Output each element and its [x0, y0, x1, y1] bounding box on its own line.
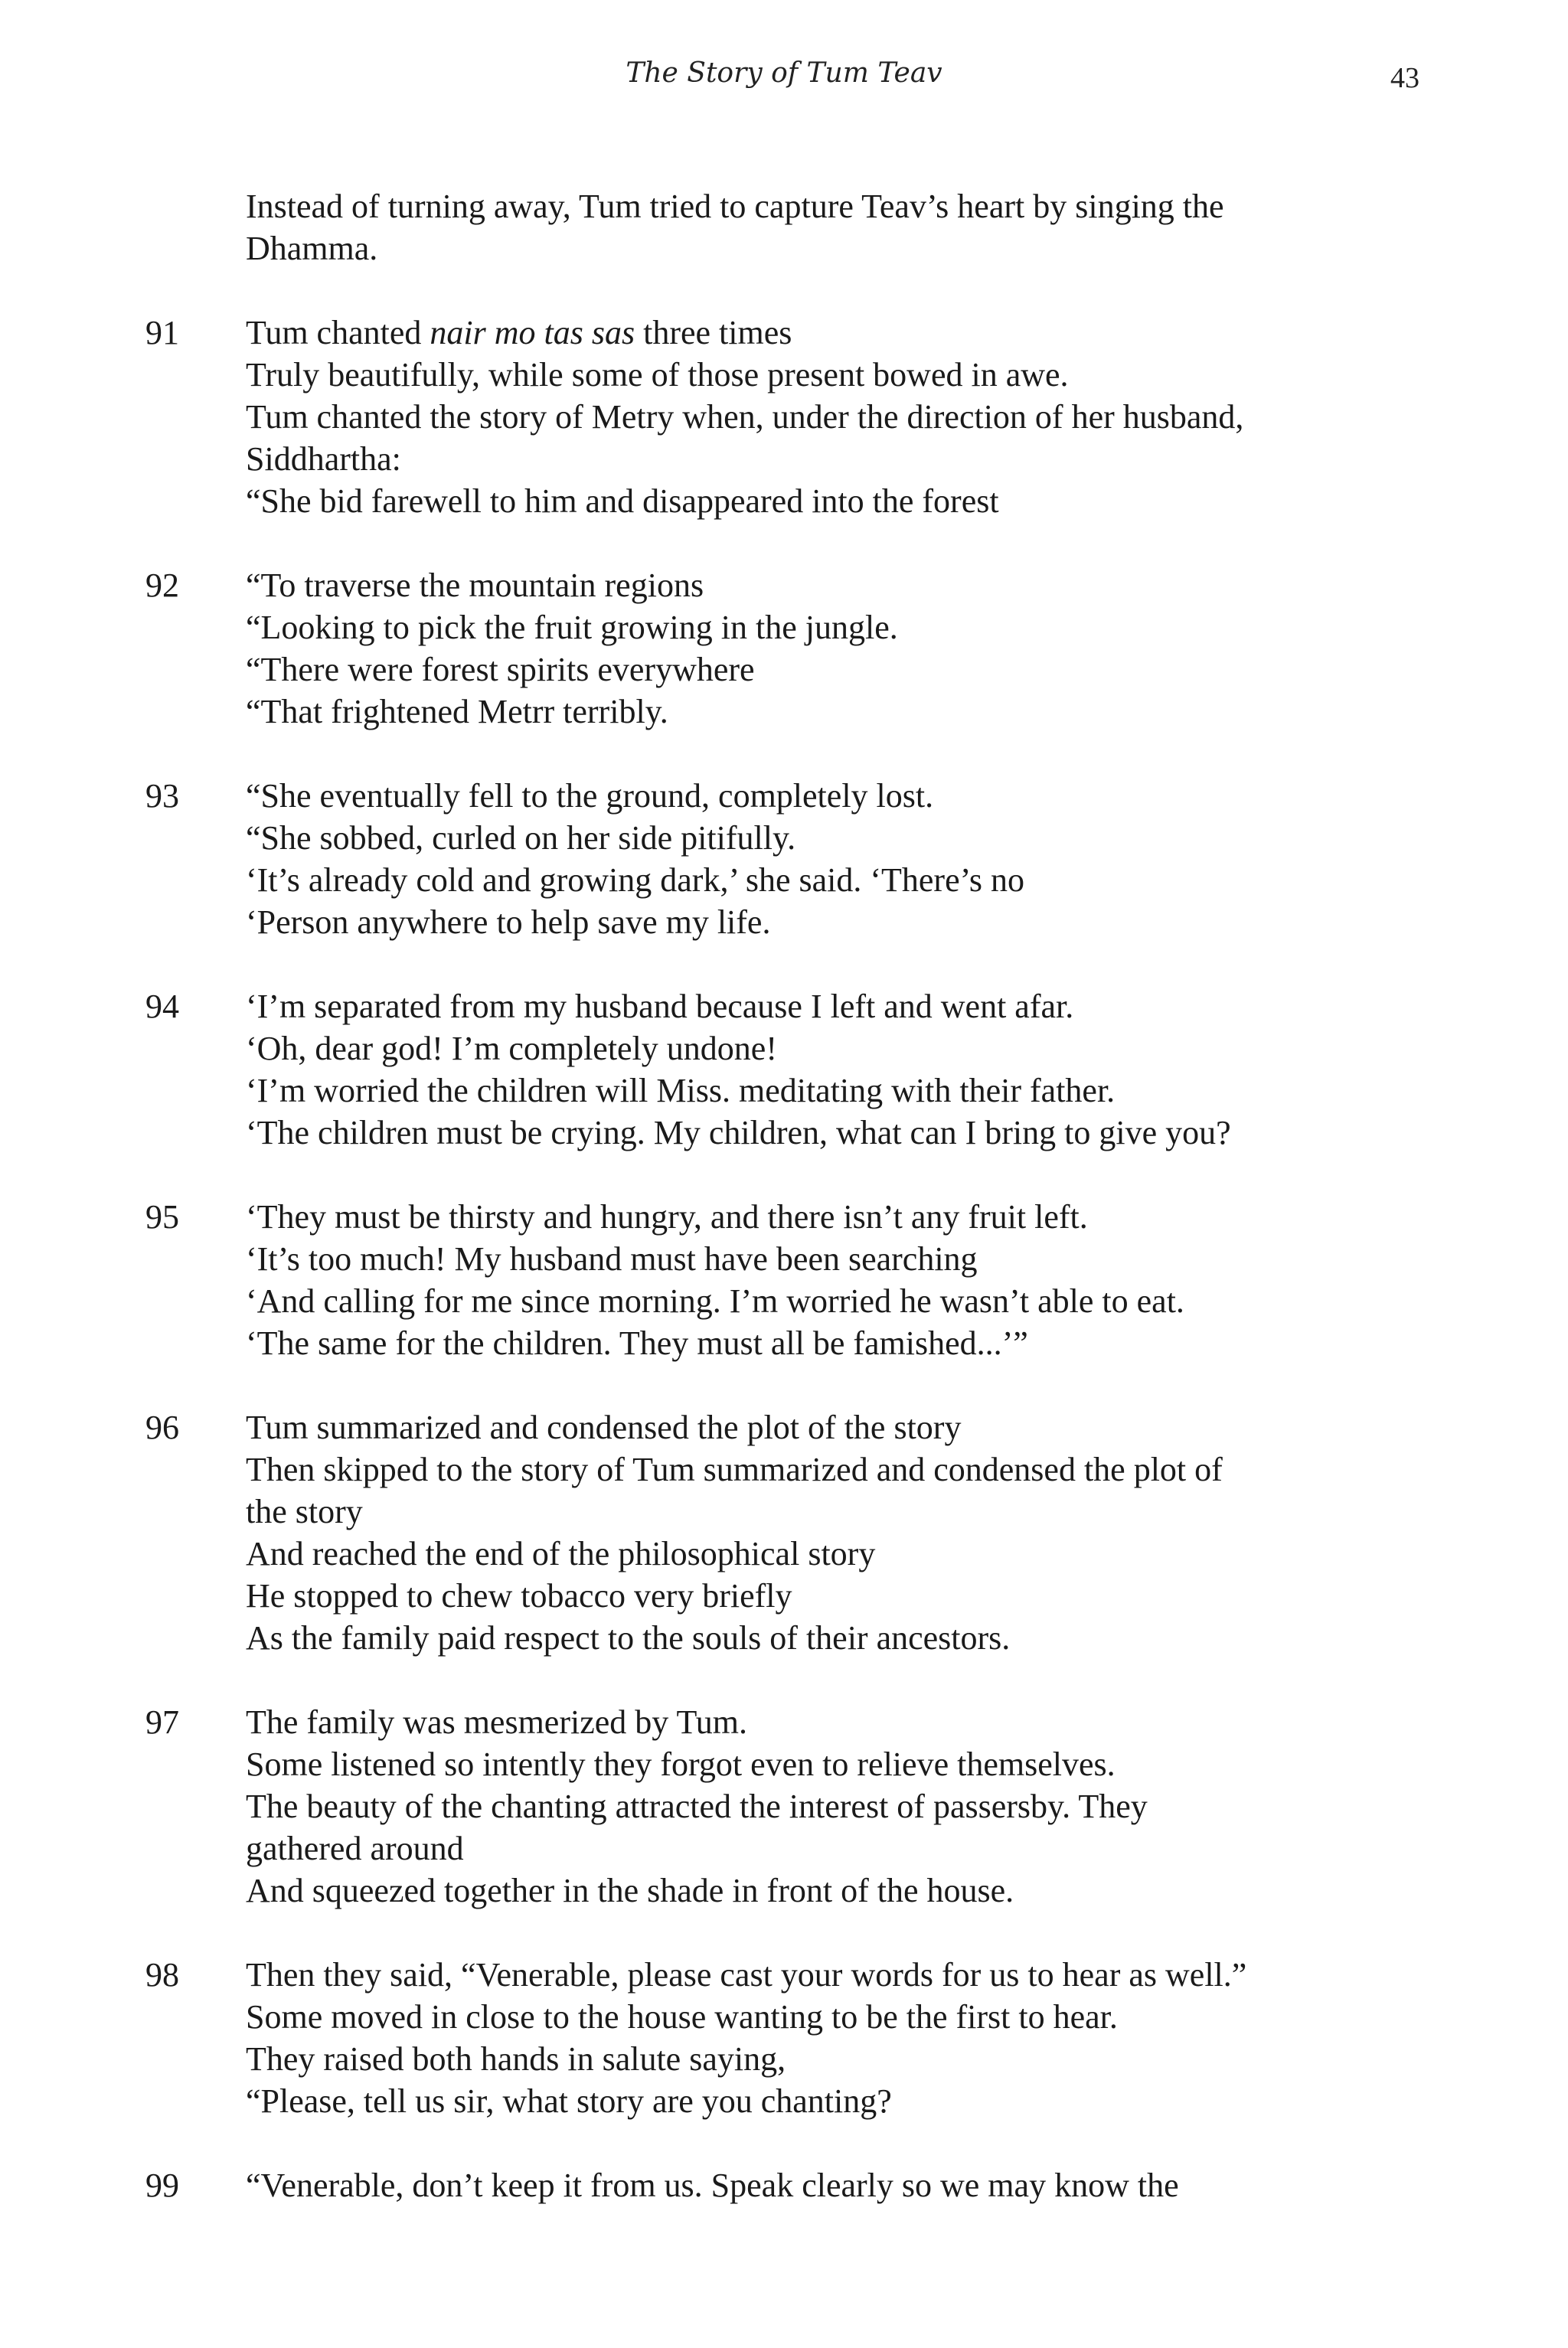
verse-line: “Venerable, don’t keep it from us. Speak clearly so we may know the	[246, 2167, 1179, 2204]
stanza-lines	[246, 775, 1432, 943]
stanza	[145, 1406, 1432, 1659]
verse-line: “That frightened Metrr terribly.	[246, 693, 668, 730]
verse-line: ‘Person anywhere to help save my life.	[246, 903, 771, 941]
verse-line: ‘They must be thirsty and hungry, and there isn’t any fruit left.	[246, 1198, 1088, 1236]
stanza	[145, 1701, 1432, 1912]
verse-line: ‘I’m worried the children will Miss. meditating with their father.	[246, 1072, 1116, 1109]
verse-line: “There were forest spirits everywhere	[246, 651, 755, 688]
verse-line: And squeezed together in the shade in front of the house.	[246, 1872, 1014, 1909]
verse-line: Tum summarized and condensed the plot of the story	[246, 1409, 962, 1446]
body-text	[145, 185, 1432, 2248]
stanza	[145, 775, 1432, 943]
stanza-lines	[246, 312, 1432, 522]
verse-line: ‘The same for the children. They must all be famished...’”	[246, 1324, 1028, 1362]
stanza-number: 92	[145, 567, 179, 604]
stanza-number: 91	[145, 314, 179, 351]
stanza	[145, 564, 1432, 733]
verse-line: Tum chanted the story of Metry when, under the direction of her husband,	[246, 398, 1244, 436]
verse-line: The family was mesmerized by Tum.	[246, 1703, 748, 1741]
verse-line: Truly beautifully, while some of those present bowed in awe.	[246, 356, 1069, 394]
stanza	[145, 1196, 1432, 1364]
stanza-lines	[246, 1954, 1432, 2122]
stanza	[145, 985, 1432, 1154]
running-head	[0, 51, 1568, 96]
stanza	[145, 1954, 1432, 2122]
stanza-lines	[246, 1196, 1432, 1364]
verse-line: “Looking to pick the fruit growing in the jungle.	[246, 609, 898, 646]
verse-line: “Please, tell us sir, what story are you chanting?	[246, 2082, 892, 2120]
verse-line: ‘I’m separated from my husband because I left and went afar.	[246, 988, 1074, 1025]
running-title: The Story of Tum Teav	[626, 57, 942, 89]
stanza	[145, 2164, 1432, 2206]
stanza-lines	[246, 1406, 1432, 1659]
verse-line: “She eventually fell to the ground, completely lost.	[246, 777, 934, 815]
verse-line: Instead of turning away, Tum tried to capture Teav’s heart by singing the	[246, 188, 1224, 225]
verse-line: “She bid farewell to him and disappeared into the forest	[246, 482, 999, 520]
verse-line: Siddhartha:	[246, 440, 401, 478]
verse-line: “She sobbed, curled on her side pitifully.	[246, 819, 796, 857]
verse-line: gathered around	[246, 1830, 464, 1867]
verse-line: Some moved in close to the house wanting to be the first to hear.	[246, 1998, 1118, 2036]
line-text: Tum chanted	[246, 314, 430, 351]
stanza-number: 97	[145, 1703, 179, 1741]
stanza	[145, 312, 1432, 522]
stanza-number: 93	[145, 777, 179, 815]
verse-line: Some listened so intently they forgot even to relieve themselves.	[246, 1745, 1116, 1783]
verse-line: The beauty of the chanting attracted the interest of passersby. They	[246, 1788, 1148, 1825]
stanza-number: 99	[145, 2167, 179, 2204]
verse-line: They raised both hands in salute saying,	[246, 2040, 786, 2078]
verse-line: He stopped to chew tobacco very briefly	[246, 1577, 792, 1615]
stanza-list	[145, 312, 1432, 2206]
intro-paragraph	[145, 185, 1432, 269]
verse-line: And reached the end of the philosophical story	[246, 1535, 876, 1572]
verse-line	[246, 312, 1432, 354]
verse-line: “To traverse the mountain regions	[246, 567, 704, 604]
stanza-lines	[246, 1701, 1432, 1912]
verse-line: the story	[246, 1493, 363, 1530]
verse-line: Then skipped to the story of Tum summarized and condensed the plot of	[246, 1451, 1223, 1488]
stanza-number: 95	[145, 1198, 179, 1236]
verse-line: ‘And calling for me since morning. I’m worried he wasn’t able to eat.	[246, 1282, 1184, 1320]
verse-line: ‘Oh, dear god! I’m completely undone!	[246, 1030, 777, 1067]
stanza-number: 98	[145, 1956, 179, 1994]
verse-line: Dhamma.	[246, 230, 378, 267]
stanza-number: 94	[145, 988, 179, 1025]
page-number: 43	[1390, 62, 1419, 94]
line-text: three times	[635, 314, 792, 351]
stanza-number: 96	[145, 1409, 179, 1446]
stanza-lines	[246, 985, 1432, 1154]
stanza-lines	[246, 2164, 1432, 2206]
verse-line: ‘It’s too much! My husband must have been searching	[246, 1240, 978, 1278]
verse-line: Then they said, “Venerable, please cast your words for us to hear as well.”	[246, 1956, 1247, 1994]
verse-line: As the family paid respect to the souls of their ancestors.	[246, 1619, 1011, 1657]
intro-lines	[246, 185, 1432, 269]
italic-phrase: nair mo tas sas	[430, 314, 635, 351]
verse-line: ‘It’s already cold and growing dark,’ she said. ‘There’s no	[246, 861, 1024, 899]
verse-line: ‘The children must be crying. My children, what can I bring to give you?	[246, 1114, 1231, 1151]
stanza-lines	[246, 564, 1432, 733]
